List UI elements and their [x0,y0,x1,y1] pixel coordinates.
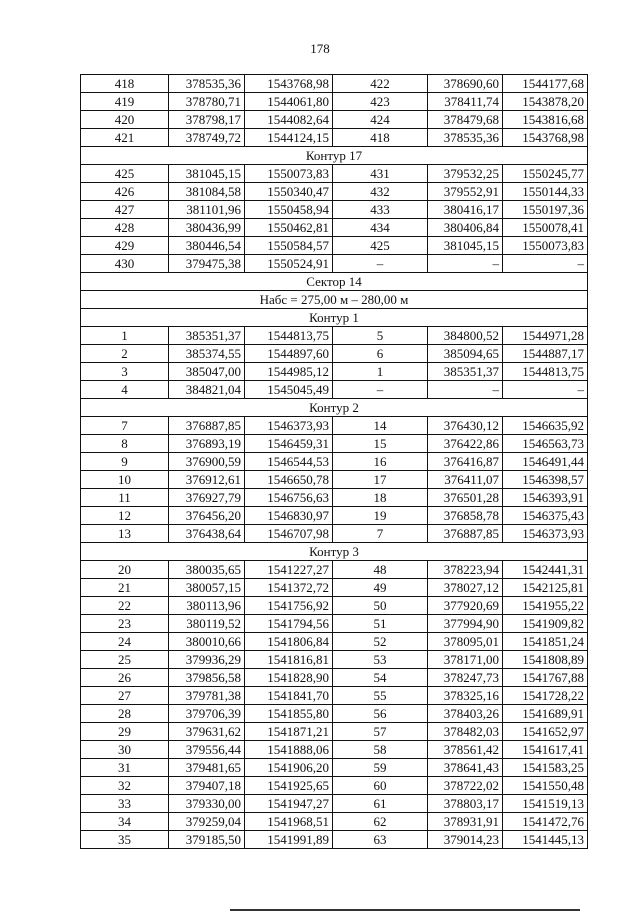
point-number-cell: 10 [81,471,169,489]
section-header-row [81,543,588,561]
x-coordinate-cell: 381084,58 [169,183,245,201]
point-number-cell: 425 [333,237,428,255]
x-coordinate-cell: 381045,15 [428,237,503,255]
x-coordinate-cell: 376927,79 [169,489,245,507]
table-row [81,183,588,201]
table-row [81,435,588,453]
y-coordinate-cell: 1546707,98 [245,525,333,543]
x-coordinate-cell: 379631,62 [169,723,245,741]
x-coordinate-cell: 378561,42 [428,741,503,759]
x-coordinate-cell: 378223,94 [428,561,503,579]
x-coordinate-cell: 377920,69 [428,597,503,615]
y-coordinate-cell: 1550073,83 [245,165,333,183]
table-row [81,831,588,849]
point-number-cell: 59 [333,759,428,777]
point-number-cell: 423 [333,93,428,111]
x-coordinate-cell: 378027,12 [428,579,503,597]
y-coordinate-cell: 1550245,77 [503,165,588,183]
point-number-cell: 432 [333,183,428,201]
point-number-cell: 18 [333,489,428,507]
point-number-cell: 35 [81,831,169,849]
x-coordinate-cell: 378482,03 [428,723,503,741]
y-coordinate-cell: 1541851,24 [503,633,588,651]
point-number-cell: 424 [333,111,428,129]
x-coordinate-cell: 376430,12 [428,417,503,435]
point-number-cell: 26 [81,669,169,687]
y-coordinate-cell: 1544813,75 [245,327,333,345]
x-coordinate-cell: 378749,72 [169,129,245,147]
y-coordinate-cell: 1543878,20 [503,93,588,111]
table-row [81,651,588,669]
y-coordinate-cell: 1541445,13 [503,831,588,849]
x-coordinate-cell: 376501,28 [428,489,503,507]
point-number-cell: 34 [81,813,169,831]
x-coordinate-cell: 381045,15 [169,165,245,183]
x-coordinate-cell: 378535,36 [428,129,503,147]
y-coordinate-cell: 1546373,93 [503,525,588,543]
point-number-cell: 12 [81,507,169,525]
x-coordinate-cell: 376456,20 [169,507,245,525]
table-row [81,507,588,525]
y-coordinate-cell: 1544177,68 [503,75,588,93]
table-row [81,417,588,435]
point-number-cell: 55 [333,687,428,705]
point-number-cell: 62 [333,813,428,831]
y-coordinate-cell: 1541947,27 [245,795,333,813]
point-number-cell: 16 [333,453,428,471]
table-row [81,111,588,129]
point-number-cell: 23 [81,615,169,633]
x-coordinate-cell: 376887,85 [169,417,245,435]
section-header-row [81,147,588,165]
section-header: Сектор 14 [81,273,588,291]
point-number-cell: 22 [81,597,169,615]
y-coordinate-cell: 1541808,89 [503,651,588,669]
x-coordinate-cell: 384800,52 [428,327,503,345]
point-number-cell: 32 [81,777,169,795]
point-number-cell: 422 [333,75,428,93]
point-number-cell: 428 [81,219,169,237]
y-coordinate-cell: 1546635,92 [503,417,588,435]
x-coordinate-cell: 379781,38 [169,687,245,705]
x-coordinate-cell: – [428,381,503,399]
point-number-cell: 427 [81,201,169,219]
x-coordinate-cell: 379407,18 [169,777,245,795]
y-coordinate-cell: 1541806,84 [245,633,333,651]
table-row [81,561,588,579]
x-coordinate-cell: 379475,38 [169,255,245,273]
y-coordinate-cell: 1544887,17 [503,345,588,363]
point-number-cell: 53 [333,651,428,669]
y-coordinate-cell: 1546650,78 [245,471,333,489]
table-row [81,219,588,237]
y-coordinate-cell: 1543768,98 [245,75,333,93]
point-number-cell: 13 [81,525,169,543]
point-number-cell: 56 [333,705,428,723]
y-coordinate-cell: 1541925,65 [245,777,333,795]
point-number-cell: 6 [333,345,428,363]
y-coordinate-cell: 1541906,20 [245,759,333,777]
x-coordinate-cell: 378535,36 [169,75,245,93]
section-header-row [81,309,588,327]
section-header: Контур 17 [81,147,588,165]
y-coordinate-cell: 1544897,60 [245,345,333,363]
y-coordinate-cell: 1541767,88 [503,669,588,687]
point-number-cell: 430 [81,255,169,273]
table-row [81,687,588,705]
point-number-cell: 7 [333,525,428,543]
x-coordinate-cell: 380010,66 [169,633,245,651]
table-row [81,165,588,183]
y-coordinate-cell: – [503,381,588,399]
x-coordinate-cell: 379556,44 [169,741,245,759]
table-row [81,201,588,219]
point-number-cell: 2 [81,345,169,363]
y-coordinate-cell: 1550144,33 [503,183,588,201]
point-number-cell: 433 [333,201,428,219]
table-row [81,381,588,399]
point-number-cell: 30 [81,741,169,759]
y-coordinate-cell: 1541689,91 [503,705,588,723]
x-coordinate-cell: 376900,59 [169,453,245,471]
page-number: 178 [310,41,330,56]
y-coordinate-cell: 1541968,51 [245,813,333,831]
x-coordinate-cell: 380446,54 [169,237,245,255]
table-row [81,759,588,777]
table-row [81,597,588,615]
y-coordinate-cell: 1541617,41 [503,741,588,759]
point-number-cell: 1 [333,363,428,381]
table-row [81,237,588,255]
table-row [81,471,588,489]
page-bottom-rule [230,909,580,911]
point-number-cell: 58 [333,741,428,759]
y-coordinate-cell: 1544813,75 [503,363,588,381]
y-coordinate-cell: 1543816,68 [503,111,588,129]
point-number-cell: 5 [333,327,428,345]
section-header-row [81,291,588,309]
x-coordinate-cell: 378803,17 [428,795,503,813]
x-coordinate-cell: 378931,91 [428,813,503,831]
x-coordinate-cell: 380406,84 [428,219,503,237]
table-row [81,363,588,381]
x-coordinate-cell: 380436,99 [169,219,245,237]
y-coordinate-cell: 1541550,48 [503,777,588,795]
x-coordinate-cell: 376438,64 [169,525,245,543]
point-number-cell: 14 [333,417,428,435]
y-coordinate-cell: 1541472,76 [503,813,588,831]
point-number-cell: 1 [81,327,169,345]
x-coordinate-cell: 378247,73 [428,669,503,687]
x-coordinate-cell: 380113,96 [169,597,245,615]
y-coordinate-cell: – [503,255,588,273]
point-number-cell: 429 [81,237,169,255]
table-row [81,489,588,507]
point-number-cell: 431 [333,165,428,183]
y-coordinate-cell: 1546756,63 [245,489,333,507]
y-coordinate-cell: 1550458,94 [245,201,333,219]
x-coordinate-cell: 379936,29 [169,651,245,669]
y-coordinate-cell: 1541991,89 [245,831,333,849]
y-coordinate-cell: 1550524,91 [245,255,333,273]
point-number-cell: 426 [81,183,169,201]
x-coordinate-cell: 379259,04 [169,813,245,831]
section-header-row [81,399,588,417]
table-row [81,453,588,471]
table-row [81,615,588,633]
x-coordinate-cell: 379706,39 [169,705,245,723]
x-coordinate-cell: 379481,65 [169,759,245,777]
y-coordinate-cell: 1541888,06 [245,741,333,759]
y-coordinate-cell: 1546398,57 [503,471,588,489]
point-number-cell: 24 [81,633,169,651]
x-coordinate-cell: 376416,87 [428,453,503,471]
section-header: Контур 2 [81,399,588,417]
y-coordinate-cell: 1541519,13 [503,795,588,813]
y-coordinate-cell: 1544124,15 [245,129,333,147]
table-row [81,705,588,723]
point-number-cell: 421 [81,129,169,147]
point-number-cell: – [333,381,428,399]
point-number-cell: 15 [333,435,428,453]
table-row [81,669,588,687]
y-coordinate-cell: 1544971,28 [503,327,588,345]
table-row [81,525,588,543]
table-row [81,633,588,651]
x-coordinate-cell: 381101,96 [169,201,245,219]
y-coordinate-cell: 1541828,90 [245,669,333,687]
x-coordinate-cell: 376893,19 [169,435,245,453]
table-row [81,93,588,111]
point-number-cell: 21 [81,579,169,597]
point-number-cell: 7 [81,417,169,435]
point-number-cell: 63 [333,831,428,849]
y-coordinate-cell: 1550584,57 [245,237,333,255]
x-coordinate-cell: 376912,61 [169,471,245,489]
x-coordinate-cell: 379330,00 [169,795,245,813]
point-number-cell: 52 [333,633,428,651]
x-coordinate-cell: 379856,58 [169,669,245,687]
point-number-cell: 29 [81,723,169,741]
x-coordinate-cell: 380416,17 [428,201,503,219]
x-coordinate-cell: 379552,91 [428,183,503,201]
y-coordinate-cell: 1541816,81 [245,651,333,669]
point-number-cell: 28 [81,705,169,723]
table-row [81,129,588,147]
point-number-cell: 33 [81,795,169,813]
point-number-cell: 420 [81,111,169,129]
x-coordinate-cell: 378095,01 [428,633,503,651]
y-coordinate-cell: 1542125,81 [503,579,588,597]
point-number-cell: 8 [81,435,169,453]
x-coordinate-cell: 378780,71 [169,93,245,111]
point-number-cell: 11 [81,489,169,507]
x-coordinate-cell: 385047,00 [169,363,245,381]
y-coordinate-cell: 1544061,80 [245,93,333,111]
point-number-cell: 419 [81,93,169,111]
section-header: Контур 3 [81,543,588,561]
x-coordinate-cell: 380035,65 [169,561,245,579]
point-number-cell: 27 [81,687,169,705]
point-number-cell: 50 [333,597,428,615]
x-coordinate-cell: 385351,37 [169,327,245,345]
table-row [81,813,588,831]
y-coordinate-cell: 1550462,81 [245,219,333,237]
x-coordinate-cell: 385351,37 [428,363,503,381]
point-number-cell: 48 [333,561,428,579]
y-coordinate-cell: 1544985,12 [245,363,333,381]
table-row [81,345,588,363]
point-number-cell: 20 [81,561,169,579]
y-coordinate-cell: 1546544,53 [245,453,333,471]
coordinates-table-body [81,75,588,849]
table-row [81,75,588,93]
y-coordinate-cell: 1550073,83 [503,237,588,255]
table-row [81,327,588,345]
x-coordinate-cell: 378690,60 [428,75,503,93]
y-coordinate-cell: 1546830,97 [245,507,333,525]
point-number-cell: 17 [333,471,428,489]
point-number-cell: 31 [81,759,169,777]
y-coordinate-cell: 1541583,25 [503,759,588,777]
point-number-cell: 434 [333,219,428,237]
x-coordinate-cell: 376411,07 [428,471,503,489]
point-number-cell: 425 [81,165,169,183]
x-coordinate-cell: 376422,86 [428,435,503,453]
y-coordinate-cell: 1541227,27 [245,561,333,579]
point-number-cell: – [333,255,428,273]
table-row [81,579,588,597]
table-row [81,255,588,273]
y-coordinate-cell: 1541841,70 [245,687,333,705]
y-coordinate-cell: 1546393,91 [503,489,588,507]
y-coordinate-cell: 1541955,22 [503,597,588,615]
coordinates-table [80,74,588,849]
y-coordinate-cell: 1542441,31 [503,561,588,579]
x-coordinate-cell: 379185,50 [169,831,245,849]
x-coordinate-cell: 385374,55 [169,345,245,363]
point-number-cell: 19 [333,507,428,525]
y-coordinate-cell: 1546373,93 [245,417,333,435]
y-coordinate-cell: 1541909,82 [503,615,588,633]
x-coordinate-cell: 377994,90 [428,615,503,633]
x-coordinate-cell: 378722,02 [428,777,503,795]
y-coordinate-cell: 1545045,49 [245,381,333,399]
x-coordinate-cell: 379014,23 [428,831,503,849]
x-coordinate-cell: 385094,65 [428,345,503,363]
y-coordinate-cell: 1544082,64 [245,111,333,129]
y-coordinate-cell: 1541756,92 [245,597,333,615]
point-number-cell: 418 [81,75,169,93]
point-number-cell: 4 [81,381,169,399]
x-coordinate-cell: 378403,26 [428,705,503,723]
x-coordinate-cell: – [428,255,503,273]
y-coordinate-cell: 1546375,43 [503,507,588,525]
x-coordinate-cell: 378479,68 [428,111,503,129]
x-coordinate-cell: 378171,00 [428,651,503,669]
section-header: Контур 1 [81,309,588,327]
point-number-cell: 60 [333,777,428,795]
y-coordinate-cell: 1546563,73 [503,435,588,453]
x-coordinate-cell: 380057,15 [169,579,245,597]
y-coordinate-cell: 1543768,98 [503,129,588,147]
x-coordinate-cell: 379532,25 [428,165,503,183]
x-coordinate-cell: 376887,85 [428,525,503,543]
table-row [81,777,588,795]
section-header-row [81,273,588,291]
y-coordinate-cell: 1541372,72 [245,579,333,597]
point-number-cell: 57 [333,723,428,741]
point-number-cell: 54 [333,669,428,687]
y-coordinate-cell: 1550078,41 [503,219,588,237]
point-number-cell: 61 [333,795,428,813]
point-number-cell: 25 [81,651,169,669]
y-coordinate-cell: 1541871,21 [245,723,333,741]
x-coordinate-cell: 378641,43 [428,759,503,777]
y-coordinate-cell: 1541794,56 [245,615,333,633]
y-coordinate-cell: 1550340,47 [245,183,333,201]
x-coordinate-cell: 376858,78 [428,507,503,525]
y-coordinate-cell: 1541728,22 [503,687,588,705]
x-coordinate-cell: 378798,17 [169,111,245,129]
point-number-cell: 9 [81,453,169,471]
y-coordinate-cell: 1541855,80 [245,705,333,723]
point-number-cell: 418 [333,129,428,147]
table-row [81,741,588,759]
section-header: Набс = 275,00 м – 280,00 м [81,291,588,309]
x-coordinate-cell: 384821,04 [169,381,245,399]
table-row [81,723,588,741]
table-row [81,795,588,813]
point-number-cell: 49 [333,579,428,597]
y-coordinate-cell: 1550197,36 [503,201,588,219]
y-coordinate-cell: 1546491,44 [503,453,588,471]
point-number-cell: 3 [81,363,169,381]
y-coordinate-cell: 1541652,97 [503,723,588,741]
x-coordinate-cell: 380119,52 [169,615,245,633]
x-coordinate-cell: 378411,74 [428,93,503,111]
x-coordinate-cell: 378325,16 [428,687,503,705]
point-number-cell: 51 [333,615,428,633]
y-coordinate-cell: 1546459,31 [245,435,333,453]
